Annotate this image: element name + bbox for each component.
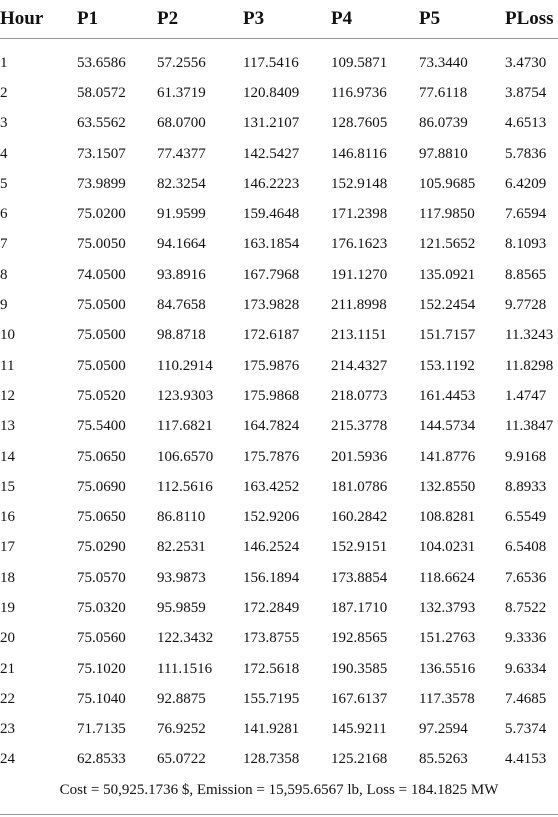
cell-p4: 187.1710 [331, 599, 388, 616]
header-spacer [0, 38, 558, 48]
cell-p5: 73.3440 [419, 54, 468, 71]
cell-p3: 152.9206 [243, 509, 300, 526]
cell-p2: 77.4377 [157, 145, 206, 162]
cell-p5: 104.0231 [419, 539, 476, 556]
cell-p1: 75.0570 [77, 569, 126, 586]
cell-p3: 172.6187 [243, 327, 300, 344]
cell-hour: 15 [0, 478, 15, 495]
table-row [0, 48, 558, 78]
cell-p1: 74.0500 [77, 266, 126, 283]
table-row [0, 169, 558, 199]
cell-p5: 135.0921 [419, 266, 476, 283]
header-hour: Hour [0, 0, 77, 38]
table-row [0, 230, 558, 260]
cell-p1: 75.0500 [77, 357, 126, 374]
cell-ploss: 7.4685 [505, 690, 547, 707]
cell-ploss: 5.7836 [505, 145, 547, 162]
cell-p3: 175.9876 [243, 357, 300, 374]
cell-hour: 3 [0, 115, 8, 132]
cell-p4: 215.3778 [331, 418, 388, 435]
cell-p2: 91.9599 [157, 206, 206, 223]
cell-p3: 175.9868 [243, 387, 300, 404]
table-row [0, 78, 558, 108]
cell-hour: 13 [0, 418, 15, 435]
cell-p2: 93.9873 [157, 569, 206, 586]
cell-p2: 57.2556 [157, 54, 206, 71]
cell-p4: 171.2398 [331, 206, 388, 223]
cell-p1: 75.5400 [77, 418, 126, 435]
cell-hour: 16 [0, 509, 15, 526]
cell-ploss: 9.6334 [505, 660, 547, 677]
cell-ploss: 7.6536 [505, 569, 547, 586]
cell-p4: 125.2168 [331, 751, 388, 768]
cell-p1: 75.0500 [77, 327, 126, 344]
cell-ploss: 8.8565 [505, 266, 547, 283]
cell-p4: 192.8565 [331, 630, 388, 647]
cell-hour: 11 [0, 357, 15, 374]
cell-hour: 2 [0, 84, 8, 101]
cell-ploss: 9.3336 [505, 630, 547, 647]
cell-ploss: 8.7522 [505, 599, 547, 616]
cell-p1: 75.1020 [77, 660, 126, 677]
cell-p3: 167.7968 [243, 266, 300, 283]
cell-p2: 123.9303 [157, 387, 214, 404]
cell-p4: 211.8998 [331, 297, 387, 314]
cell-p3: 128.7358 [243, 751, 300, 768]
cell-ploss: 7.6594 [505, 206, 547, 223]
cell-ploss: 3.4730 [505, 54, 547, 71]
cell-p3: 163.4252 [243, 478, 300, 495]
cell-p5: 97.2594 [419, 721, 468, 738]
cell-p2: 61.3719 [157, 84, 206, 101]
table-row [0, 593, 558, 623]
cell-p2: 68.0700 [157, 115, 206, 132]
cell-p5: 132.3793 [419, 599, 476, 616]
cell-p1: 75.0650 [77, 448, 126, 465]
cell-p1: 71.7135 [77, 721, 126, 738]
cell-p1: 75.0290 [77, 539, 126, 556]
cell-p5: 77.6118 [419, 84, 468, 101]
cell-ploss: 6.5549 [505, 509, 547, 526]
cell-p2: 76.9252 [157, 721, 206, 738]
cell-hour: 22 [0, 690, 15, 707]
cell-p2: 122.3432 [157, 630, 214, 647]
cell-p1: 75.0500 [77, 297, 126, 314]
cell-p2: 82.3254 [157, 175, 206, 192]
cell-p4: 214.4327 [331, 357, 388, 374]
cell-p4: 128.7605 [331, 115, 388, 132]
cell-p2: 93.8916 [157, 266, 206, 283]
cell-p1: 63.5562 [77, 115, 126, 132]
cell-p2: 106.6570 [157, 448, 214, 465]
cell-hour: 24 [0, 751, 15, 768]
table-row [0, 260, 558, 290]
header-p1: P1 [77, 0, 157, 38]
cell-p2: 95.9859 [157, 599, 206, 616]
header-p3: P3 [243, 0, 331, 38]
cell-p1: 73.9899 [77, 175, 126, 192]
cell-p3: 164.7824 [243, 418, 300, 435]
cell-p3: 172.2849 [243, 599, 300, 616]
cell-p5: 132.8550 [419, 478, 476, 495]
cell-p2: 84.7658 [157, 297, 206, 314]
cell-p5: 105.9685 [419, 175, 476, 192]
cell-p3: 173.9828 [243, 297, 300, 314]
cell-p5: 151.7157 [419, 327, 476, 344]
cell-p4: 145.9211 [331, 721, 387, 738]
cell-p2: 86.8110 [157, 509, 206, 526]
cell-hour: 1 [0, 54, 8, 71]
table-row [0, 109, 558, 139]
cell-p3: 146.2524 [243, 539, 300, 556]
cell-hour: 5 [0, 175, 8, 192]
bottom-rule [0, 814, 558, 815]
header-row [0, 0, 558, 38]
cell-p1: 75.0320 [77, 599, 126, 616]
cell-hour: 6 [0, 206, 8, 223]
cell-ploss: 9.7728 [505, 297, 547, 314]
cell-p5: 141.8776 [419, 448, 476, 465]
cell-hour: 18 [0, 569, 15, 586]
summary-footnote: Cost = 50,925.1736 $, Emission = 15,595.6567 lb, Loss = 184.1825 MW [59, 782, 499, 798]
table-row [0, 745, 558, 775]
table-body [0, 38, 558, 775]
cell-p2: 112.5616 [157, 478, 213, 495]
cell-hour: 14 [0, 448, 15, 465]
table-row [0, 502, 558, 532]
cell-p1: 75.0050 [77, 236, 126, 253]
cell-p1: 75.0650 [77, 509, 126, 526]
cell-ploss: 8.1093 [505, 236, 547, 253]
table-row [0, 684, 558, 714]
cell-p5: 86.0739 [419, 115, 468, 132]
table-row [0, 715, 558, 745]
table-row [0, 199, 558, 229]
cell-p4: 167.6137 [331, 690, 388, 707]
cell-p4: 116.9736 [331, 84, 387, 101]
table-row [0, 563, 558, 593]
cell-p2: 92.8875 [157, 690, 206, 707]
cell-p4: 218.0773 [331, 387, 388, 404]
cell-hour: 23 [0, 721, 15, 738]
cell-ploss: 1.4747 [505, 387, 547, 404]
table-row [0, 290, 558, 320]
cell-p5: 153.1192 [419, 357, 475, 374]
cell-p5: 118.6624 [419, 569, 475, 586]
cell-p3: 146.2223 [243, 175, 300, 192]
cell-ploss: 8.8933 [505, 478, 547, 495]
cell-p5: 85.5263 [419, 751, 468, 768]
cell-p3: 120.8409 [243, 84, 300, 101]
cell-ploss: 4.4153 [505, 751, 547, 768]
cell-p2: 117.6821 [157, 418, 213, 435]
table-header [0, 0, 558, 38]
cell-p5: 117.9850 [419, 206, 475, 223]
cell-p5: 108.8281 [419, 509, 476, 526]
cell-p1: 75.0200 [77, 206, 126, 223]
cell-p4: 190.3585 [331, 660, 388, 677]
table-row [0, 351, 558, 381]
cell-p4: 213.1151 [331, 327, 387, 344]
cell-p1: 62.8533 [77, 751, 126, 768]
cell-p3: 156.1894 [243, 569, 300, 586]
table-row [0, 321, 558, 351]
table-row [0, 381, 558, 411]
cell-p4: 152.9148 [331, 175, 388, 192]
cell-p4: 201.5936 [331, 448, 388, 465]
cell-ploss: 11.3243 [505, 327, 554, 344]
cell-p1: 75.0690 [77, 478, 126, 495]
cell-p2: 82.2531 [157, 539, 206, 556]
table-row [0, 654, 558, 684]
cell-ploss: 3.8754 [505, 84, 547, 101]
table-row [0, 624, 558, 654]
cell-p1: 73.1507 [77, 145, 126, 162]
cell-p3: 173.8755 [243, 630, 300, 647]
cell-p3: 175.7876 [243, 448, 300, 465]
cell-p1: 75.1040 [77, 690, 126, 707]
cell-p4: 181.0786 [331, 478, 388, 495]
cell-ploss: 6.4209 [505, 175, 547, 192]
header-p4: P4 [331, 0, 419, 38]
cell-p3: 163.1854 [243, 236, 300, 253]
cell-p5: 152.2454 [419, 297, 476, 314]
cell-p4: 173.8854 [331, 569, 388, 586]
cell-p5: 117.3578 [419, 690, 475, 707]
cell-p3: 131.2107 [243, 115, 300, 132]
cell-ploss: 11.3847 [505, 418, 554, 435]
cell-p3: 159.4648 [243, 206, 300, 223]
cell-hour: 4 [0, 145, 8, 162]
cell-p4: 191.1270 [331, 266, 388, 283]
cell-p1: 58.0572 [77, 84, 126, 101]
header-ploss: PLoss [505, 0, 558, 38]
cell-p1: 53.6586 [77, 54, 126, 71]
cell-ploss: 6.5408 [505, 539, 547, 556]
cell-p2: 110.2914 [157, 357, 213, 374]
cell-hour: 9 [0, 297, 8, 314]
cell-hour: 17 [0, 539, 15, 556]
cell-p5: 97.8810 [419, 145, 468, 162]
table-row [0, 412, 558, 442]
cell-hour: 7 [0, 236, 8, 253]
cell-ploss: 5.7374 [505, 721, 547, 738]
cell-p5: 144.5734 [419, 418, 476, 435]
cell-ploss: 9.9168 [505, 448, 547, 465]
cell-p2: 111.1516 [157, 660, 213, 677]
cell-p2: 65.0722 [157, 751, 206, 768]
cell-hour: 10 [0, 327, 15, 344]
header-p2: P2 [157, 0, 243, 38]
cell-p5: 136.5516 [419, 660, 476, 677]
table-row [0, 139, 558, 169]
cell-p1: 75.0520 [77, 387, 126, 404]
cell-hour: 12 [0, 387, 15, 404]
cell-ploss: 4.6513 [505, 115, 547, 132]
cell-hour: 20 [0, 630, 15, 647]
cell-p3: 155.7195 [243, 690, 300, 707]
cell-hour: 8 [0, 266, 8, 283]
cell-p5: 151.2763 [419, 630, 476, 647]
cell-ploss: 11.8298 [505, 357, 554, 374]
cell-p3: 117.5416 [243, 54, 299, 71]
cell-hour: 19 [0, 599, 15, 616]
cell-p3: 141.9281 [243, 721, 300, 738]
cell-p4: 160.2842 [331, 509, 388, 526]
table-row [0, 472, 558, 502]
header-p5: P5 [419, 0, 505, 38]
cell-p4: 152.9151 [331, 539, 388, 556]
cell-p4: 146.8116 [331, 145, 387, 162]
cell-p4: 109.5871 [331, 54, 388, 71]
cell-p3: 172.5618 [243, 660, 300, 677]
cell-p4: 176.1623 [331, 236, 388, 253]
table-row [0, 533, 558, 563]
cell-p2: 94.1664 [157, 236, 206, 253]
cell-hour: 21 [0, 660, 15, 677]
table-row [0, 442, 558, 472]
cell-p2: 98.8718 [157, 327, 206, 344]
cell-p5: 161.4453 [419, 387, 476, 404]
cell-p5: 121.5652 [419, 236, 476, 253]
cell-p1: 75.0560 [77, 630, 126, 647]
cell-p3: 142.5427 [243, 145, 300, 162]
